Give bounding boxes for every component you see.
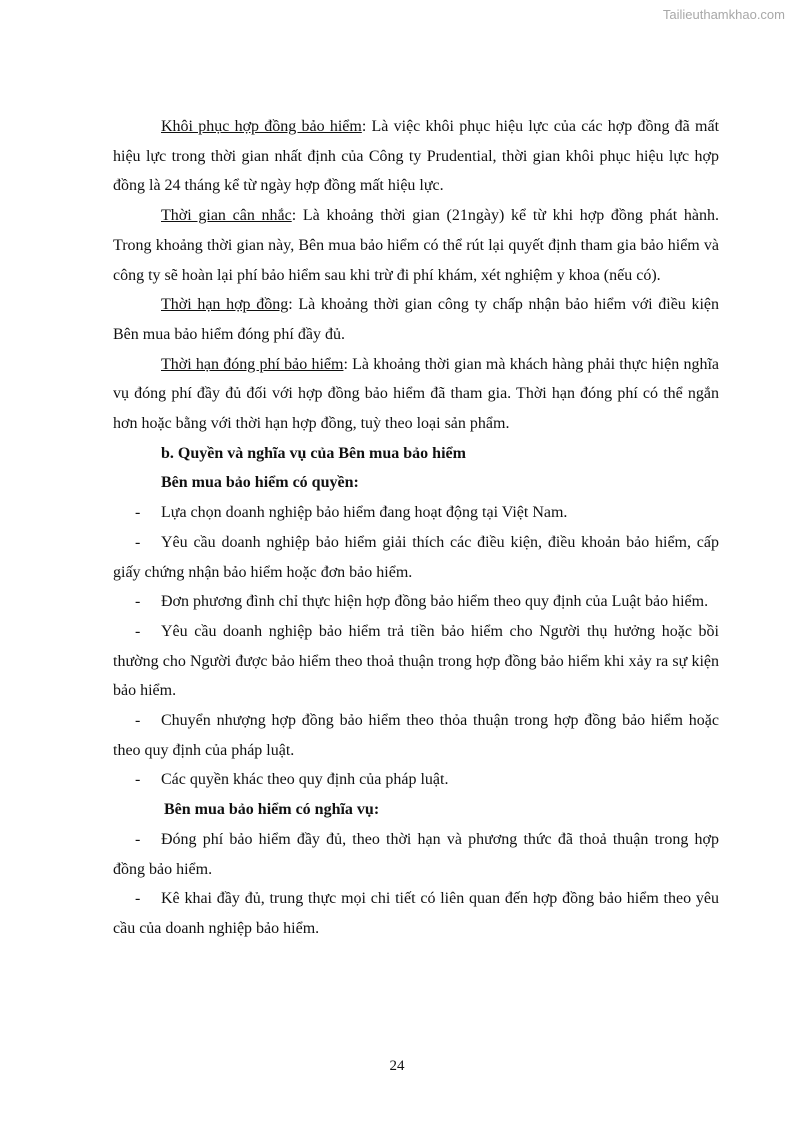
bullet-dash: - (135, 712, 141, 730)
list-item-text: Lựa chọn doanh nghiệp bảo hiểm đang hoạt động tại Việt Nam. (161, 504, 568, 522)
list-item-text: Yêu cầu doanh nghiệp bảo hiểm trả tiền bảo hiểm cho Người thụ hưởng hoặc bồi thường cho Người được bảo hiểm theo thoả thuận trong hợp đồng bảo hiểm khi xảy ra sự kiện bảo hiểm. (113, 622, 719, 700)
bullet-dash: - (135, 830, 141, 848)
bullet-dash: - (135, 890, 141, 908)
definition-term: Khôi phục hợp đồng bảo hiểm (161, 118, 362, 135)
bullet-dash: - (135, 622, 141, 640)
definition-paragraph (113, 350, 719, 439)
list-item-text: Chuyển nhượng hợp đồng bảo hiểm theo thỏa thuận trong hợp đồng bảo hiểm hoặc theo quy định của pháp luật. (113, 712, 719, 759)
bullet-dash: - (135, 533, 141, 551)
definition-term: Thời gian cân nhắc (161, 207, 292, 225)
definition-paragraph (113, 201, 719, 290)
list-item-text: Đóng phí bảo hiểm đầy đủ, theo thời hạn và phương thức đã thoả thuận trong hợp đồng bảo hiểm. (113, 830, 719, 878)
rights-list-item (113, 587, 719, 617)
definition-paragraph (113, 112, 719, 201)
obligations-list-item (113, 825, 719, 884)
definition-term: Thời hạn hợp đồng (161, 296, 289, 314)
bullet-dash: - (135, 593, 141, 611)
obligations-heading: Bên mua bảo hiểm có nghĩa vụ: (164, 801, 380, 819)
list-item-text: Yêu cầu doanh nghiệp bảo hiểm giải thích các điều kiện, điều khoản bảo hiểm, cấp giấy chứng nhận bảo hiểm hoặc đơn bảo hiểm. (113, 533, 719, 581)
section-heading: b. Quyền và nghĩa vụ của Bên mua bảo hiểm (161, 444, 466, 462)
definition-paragraph (113, 290, 719, 349)
rights-list-item (113, 617, 719, 706)
rights-list-item (113, 498, 719, 528)
definition-text: : Là khoảng thời gian mà khách hàng phải thực hiện nghĩa vụ đóng phí đầy đủ đối với hợp đồng bảo hiểm đã tham gia. Thời hạn đóng phí có thể ngắn hơn hoặc bằng với thời hạn hợp đồng, tuỳ theo loại sản phẩm. (113, 355, 720, 433)
list-item-text: Đơn phương đình chỉ thực hiện hợp đồng bảo hiểm theo quy định của Luật bảo hiểm. (161, 593, 709, 611)
rights-list-item (113, 706, 719, 765)
bullet-dash: - (135, 504, 141, 522)
list-item-text: Kê khai đầy đủ, trung thực mọi chi tiết có liên quan đến hợp đồng bảo hiểm theo yêu cầu của doanh nghiệp bảo hiểm. (113, 890, 719, 937)
rights-list-item (113, 765, 719, 795)
watermark: Tailieuthamkhao.com (662, 7, 785, 22)
page-number: 24 (389, 1058, 405, 1074)
page-body (113, 112, 719, 944)
bullet-dash: - (135, 771, 141, 789)
rights-heading: Bên mua bảo hiểm có quyền: (161, 474, 359, 492)
definition-term: Thời hạn đóng phí bảo hiểm (161, 355, 344, 373)
rights-list-item (113, 528, 719, 587)
list-item-text: Các quyền khác theo quy định của pháp luật. (161, 771, 449, 789)
obligations-list-item (113, 884, 719, 943)
definition-text: : Là khoảng thời gian (21ngày) kể từ khi hợp đồng phát hành. Trong khoảng thời gian này, Bên mua bảo hiểm có thể rút lại quyết định tham gia bảo hiểm và công ty sẽ hoàn lại phí bảo hiểm sau khi trừ đi phí khám, xét nghiệm y khoa (nếu có). (113, 207, 719, 284)
definition-text: : Là khoảng thời gian công ty chấp nhận bảo hiểm với điều kiện Bên mua bảo hiểm đóng phí đầy đủ. (113, 296, 720, 343)
definition-text: : Là việc khôi phục hiệu lực của các hợp đồng đã mất hiệu lực trong thời gian nhất định của Công ty Prudential, thời gian khôi phục hiệu lực hợp đồng là 24 tháng kể từ ngày hợp đồng mất hiệu lực. (113, 118, 720, 195)
